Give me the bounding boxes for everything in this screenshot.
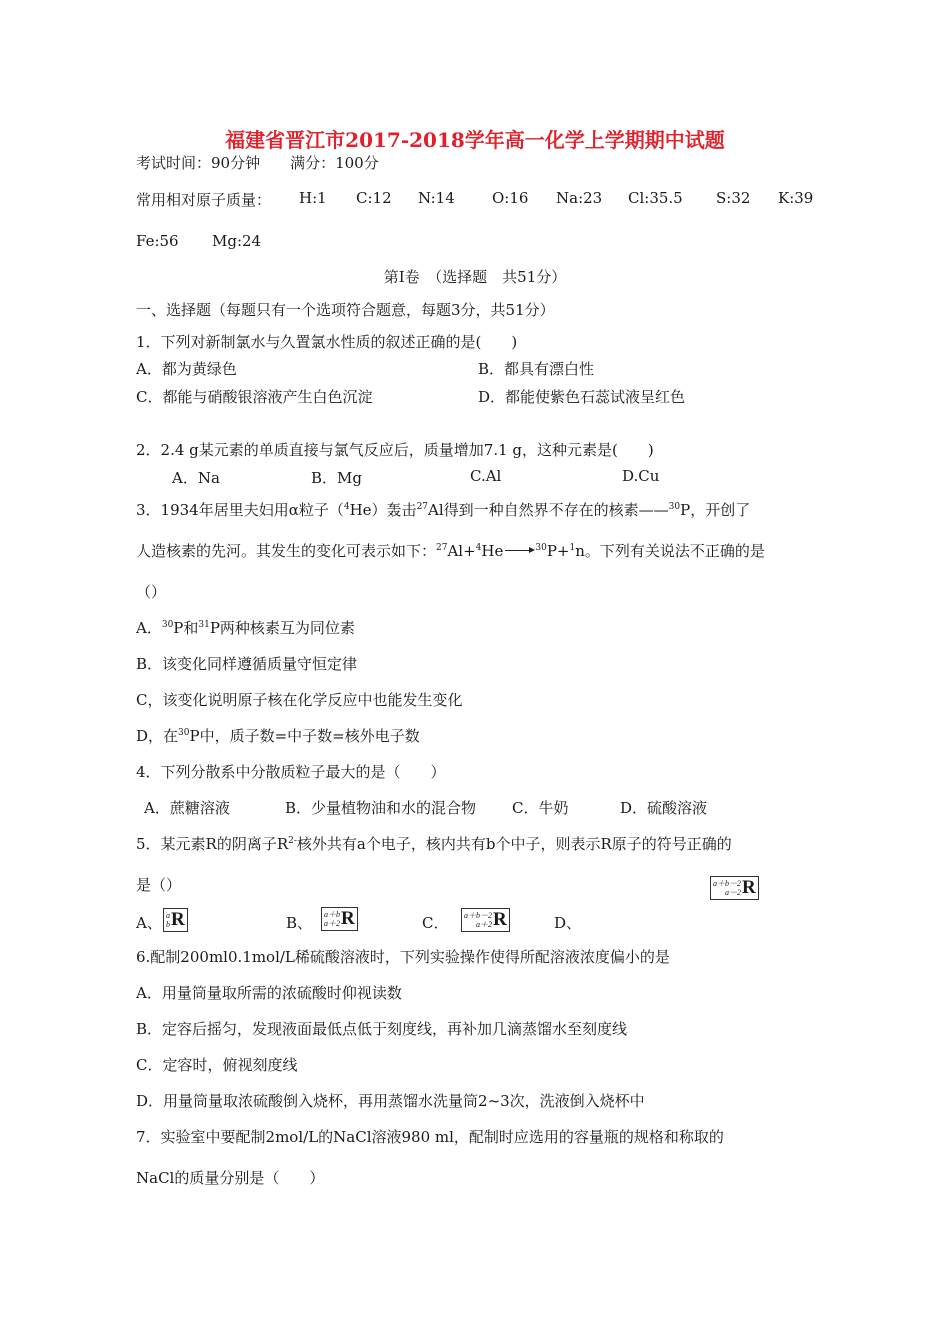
q7-stem-line2: NaCl的质量分别是（ ）: [136, 1169, 325, 1187]
q2-option-b: B．Mg: [311, 469, 362, 487]
q4-option-d: D．硫酸溶液: [620, 799, 708, 817]
q3-option-c: C，该变化说明原子核在化学反应中也能发生变化: [136, 691, 463, 709]
q1-option-d: D．都能使紫色石蕊试液呈红色: [478, 388, 686, 406]
atomic-mass-c: C:12: [356, 189, 392, 207]
section-title: 第Ⅰ卷 （选择题 共51分）: [383, 268, 567, 286]
q5-symbol-b: a＋b a＋2 R: [321, 907, 358, 931]
atomic-mass-h: H:1: [299, 189, 327, 207]
atomic-mass-s: S:32: [716, 189, 751, 207]
q2-option-c: C.Al: [470, 467, 502, 485]
q3-stem-line3: （）: [136, 583, 167, 601]
q5-option-c: C．: [422, 914, 449, 932]
q1-stem: 1．下列对新制氯水与久置氯水性质的叙述正确的是( ): [136, 333, 518, 351]
atomic-mass-label: 常用相对原子质量：: [136, 191, 272, 209]
q5-option-a: A、: [136, 914, 162, 932]
q4-stem: 4．下列分散系中分散质粒子最大的是（ ）: [136, 763, 446, 781]
q5-stem-line1: 5．某元素R的阴离子$R^{2-}$核外共有a个电子，核内共有b个中子，则表示R原子的符号正确的: [136, 835, 732, 853]
q2-option-a: A．Na: [172, 469, 220, 487]
q4-option-a: A．蔗糖溶液: [144, 799, 230, 817]
q5-symbol-a: a b R: [163, 908, 188, 932]
page-title: 福建省晋江市2017-2018学年高一化学上学期期中试题: [225, 128, 725, 152]
q3-option-b: B．该变化同样遵循质量守恒定律: [136, 655, 358, 673]
reaction-arrow-icon: [505, 550, 533, 551]
atomic-mass-cl: Cl:35.5: [628, 189, 683, 207]
q5-symbol-c: a＋b－2 a＋2 R: [461, 908, 510, 932]
section-instructions: 一、选择题（每题只有一个选项符合题意，每题3分，共51分）: [136, 301, 555, 319]
q6-option-a: A．用量筒量取所需的浓硫酸时仰视读数: [136, 984, 402, 1002]
q7-stem-line1: 7．实验室中要配制2mol/L的NaCl溶液980 ml，配制时应选用的容量瓶的规格和称取的: [136, 1128, 724, 1146]
atomic-mass-k: K:39: [778, 189, 814, 207]
q3-option-d: D，在$^{30}$P中，质子数=中子数=核外电子数: [136, 727, 420, 745]
q5-stem-line2: 是（）: [136, 876, 182, 894]
q6-option-c: C．定容时，俯视刻度线: [136, 1056, 298, 1074]
q5-symbol-d: a＋b－2 a－2 R: [710, 876, 759, 900]
exam-time: 考试时间：90分钟 满分：100分: [136, 154, 379, 172]
atomic-mass-na: Na:23: [556, 189, 603, 207]
q2-option-d: D.Cu: [622, 467, 660, 485]
atomic-mass-mg: Mg:24: [212, 232, 262, 250]
q6-stem: 6.配制200ml0.1mol/L稀硫酸溶液时，下列实验操作使得所配溶液浓度偏小的是: [136, 948, 670, 966]
q1-option-c: C．都能与硝酸银溶液产生白色沉淀: [136, 388, 373, 406]
q3-stem-line2: 人造核素的先河。其发生的变化可表示如下：$^{27}$Al+$^4$He $^{30}$P+$^1$n。下列有关说法不正确的是: [136, 542, 765, 560]
q5-option-d: D、: [554, 914, 582, 932]
q1-option-b: B．都具有漂白性: [478, 360, 595, 378]
q3-stem-line1: 3．1934年居里夫妇用α粒子（$^4$He）轰击$^{27}$Al得到一种自然界不存在的核素——$^{30}$P，开创了: [136, 501, 751, 519]
q5-option-b: B、: [286, 914, 313, 932]
q2-stem: 2．2.4 g某元素的单质直接与氯气反应后，质量增加7.1 g，这种元素是( ): [136, 441, 654, 459]
atomic-mass-n: N:14: [418, 189, 455, 207]
atomic-mass-fe: Fe:56: [136, 232, 179, 250]
q4-option-c: C．牛奶: [512, 799, 569, 817]
q4-option-b: B．少量植物油和水的混合物: [285, 799, 477, 817]
q1-option-a: A．都为黄绿色: [136, 360, 237, 378]
q3-option-a: A．$^{30}$P和$^{31}$P两种核素互为同位素: [136, 619, 355, 637]
q6-option-b: B．定容后摇匀，发现液面最低点低于刻度线，再补加几滴蒸馏水至刻度线: [136, 1020, 628, 1038]
q6-option-d: D．用量筒量取浓硫酸倒入烧杯，再用蒸馏水洗量筒2~3次，洗液倒入烧杯中: [136, 1092, 645, 1110]
atomic-mass-o: O:16: [492, 189, 529, 207]
